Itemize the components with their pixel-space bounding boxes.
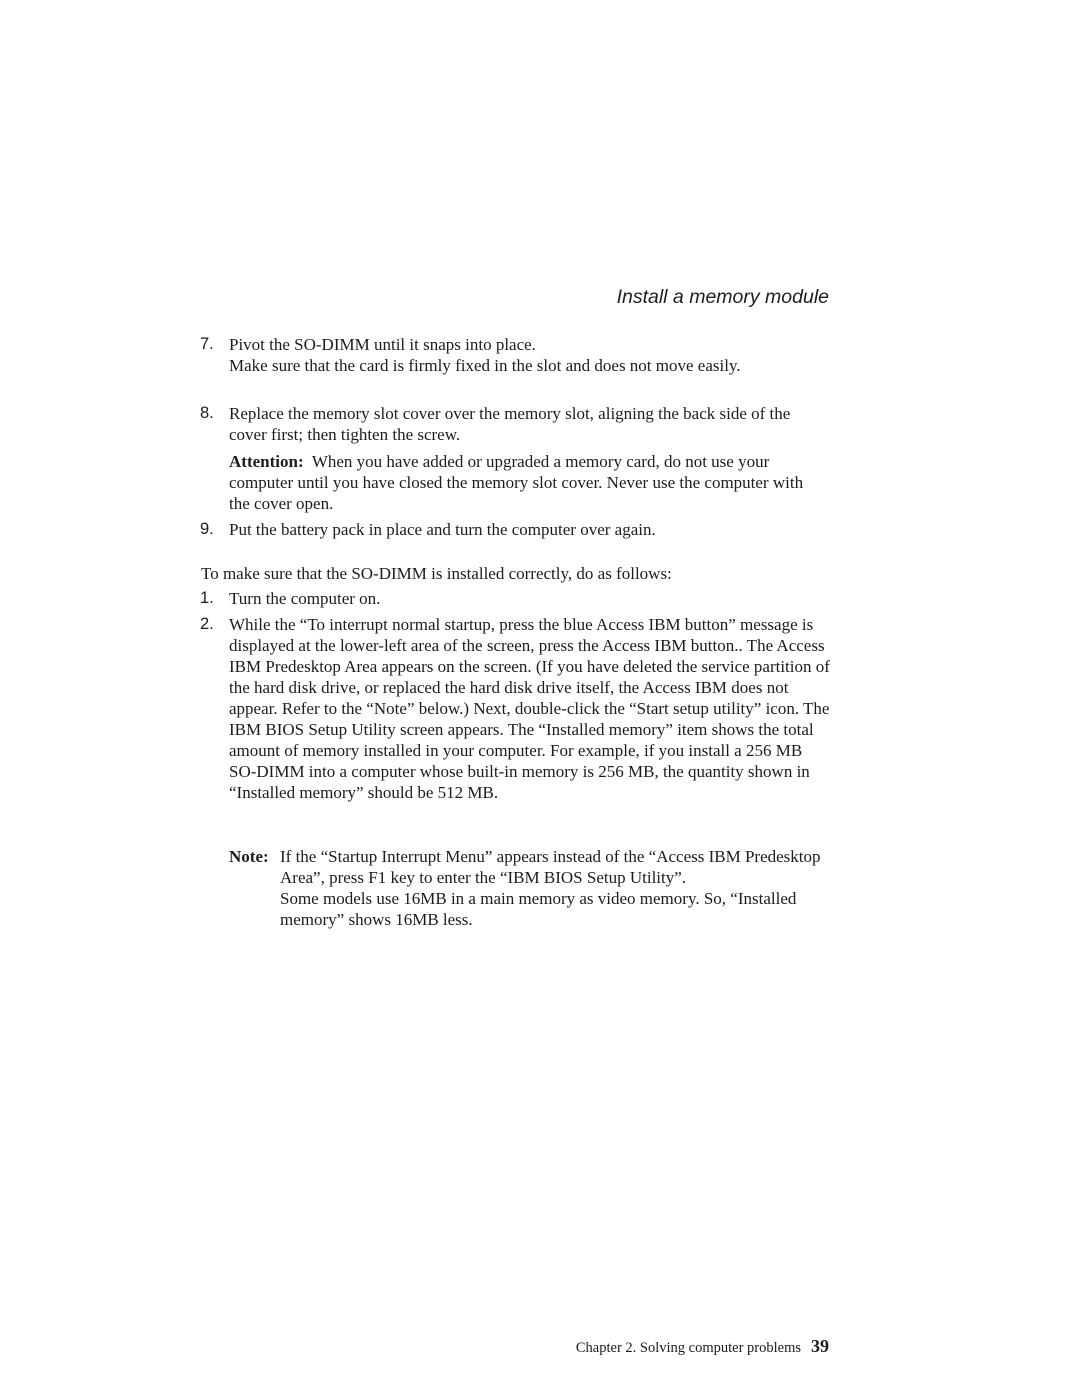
step-number: 2. (200, 615, 214, 633)
attention-block (229, 451, 819, 514)
page-number: 39 (811, 1336, 829, 1356)
running-head: Install a memory module (616, 286, 829, 308)
step-number: 8. (200, 404, 214, 422)
step-2 (200, 614, 830, 803)
step-8 (200, 403, 805, 445)
step-text: Pivot the SO-DIMM until it snaps into place. (229, 335, 536, 354)
step-number: 1. (200, 589, 214, 607)
attention-text: When you have added or upgraded a memory card, do not use your computer until you have closed the memory slot cover. Never use the computer with the cover open. (229, 452, 804, 513)
step-9 (200, 519, 830, 540)
step-number: 7. (200, 335, 214, 353)
step-text: Put the battery pack in place and turn the computer over again. (229, 520, 656, 539)
step-1 (200, 588, 830, 609)
step-text: Turn the computer on. (229, 589, 381, 608)
step-7 (200, 334, 830, 355)
note-text-2: Some models use 16MB in a main memory as video memory. So, “Installed memory” shows 16MB less. (280, 889, 797, 929)
step-7-detail: Make sure that the card is firmly fixed in the slot and does not move easily. (229, 356, 741, 375)
attention-label: Attention: (229, 452, 304, 471)
intro-paragraph: To make sure that the SO-DIMM is installed correctly, do as follows: (201, 564, 672, 583)
step-text: While the “To interrupt normal startup, press the blue Access IBM button” message is displayed at the lower-left area of the screen, press the Access IBM button.. The Access IBM Predesktop Area appears on the screen. (If you have deleted the service partition of the hard disk drive, or replaced the hard disk drive itself, the Access IBM does not appear. Refer to the “Note” below.) Next, double-click the “Start setup utility” icon. The IBM BIOS Setup Utility screen appears. The “Installed memory” item shows the total amount of memory installed in your computer. For example, if you install a 256 MB SO-DIMM into a computer whose built-in memory is 256 MB, the quantity shown in “Installed memory” should be 512 MB. (229, 615, 830, 802)
note-label: Note: (229, 847, 269, 866)
step-number: 9. (200, 520, 214, 538)
note-text-1: If the “Startup Interrupt Menu” appears instead of the “Access IBM Predesktop Area”, press F1 key to enter the “IBM BIOS Setup Utility”. (280, 847, 821, 887)
note-block (229, 846, 829, 930)
page-footer (480, 1336, 829, 1357)
step-text: Replace the memory slot cover over the memory slot, aligning the back side of the cover first; then tighten the screw. (229, 404, 791, 444)
footer-chapter: Chapter 2. Solving computer problems (575, 1340, 801, 1356)
